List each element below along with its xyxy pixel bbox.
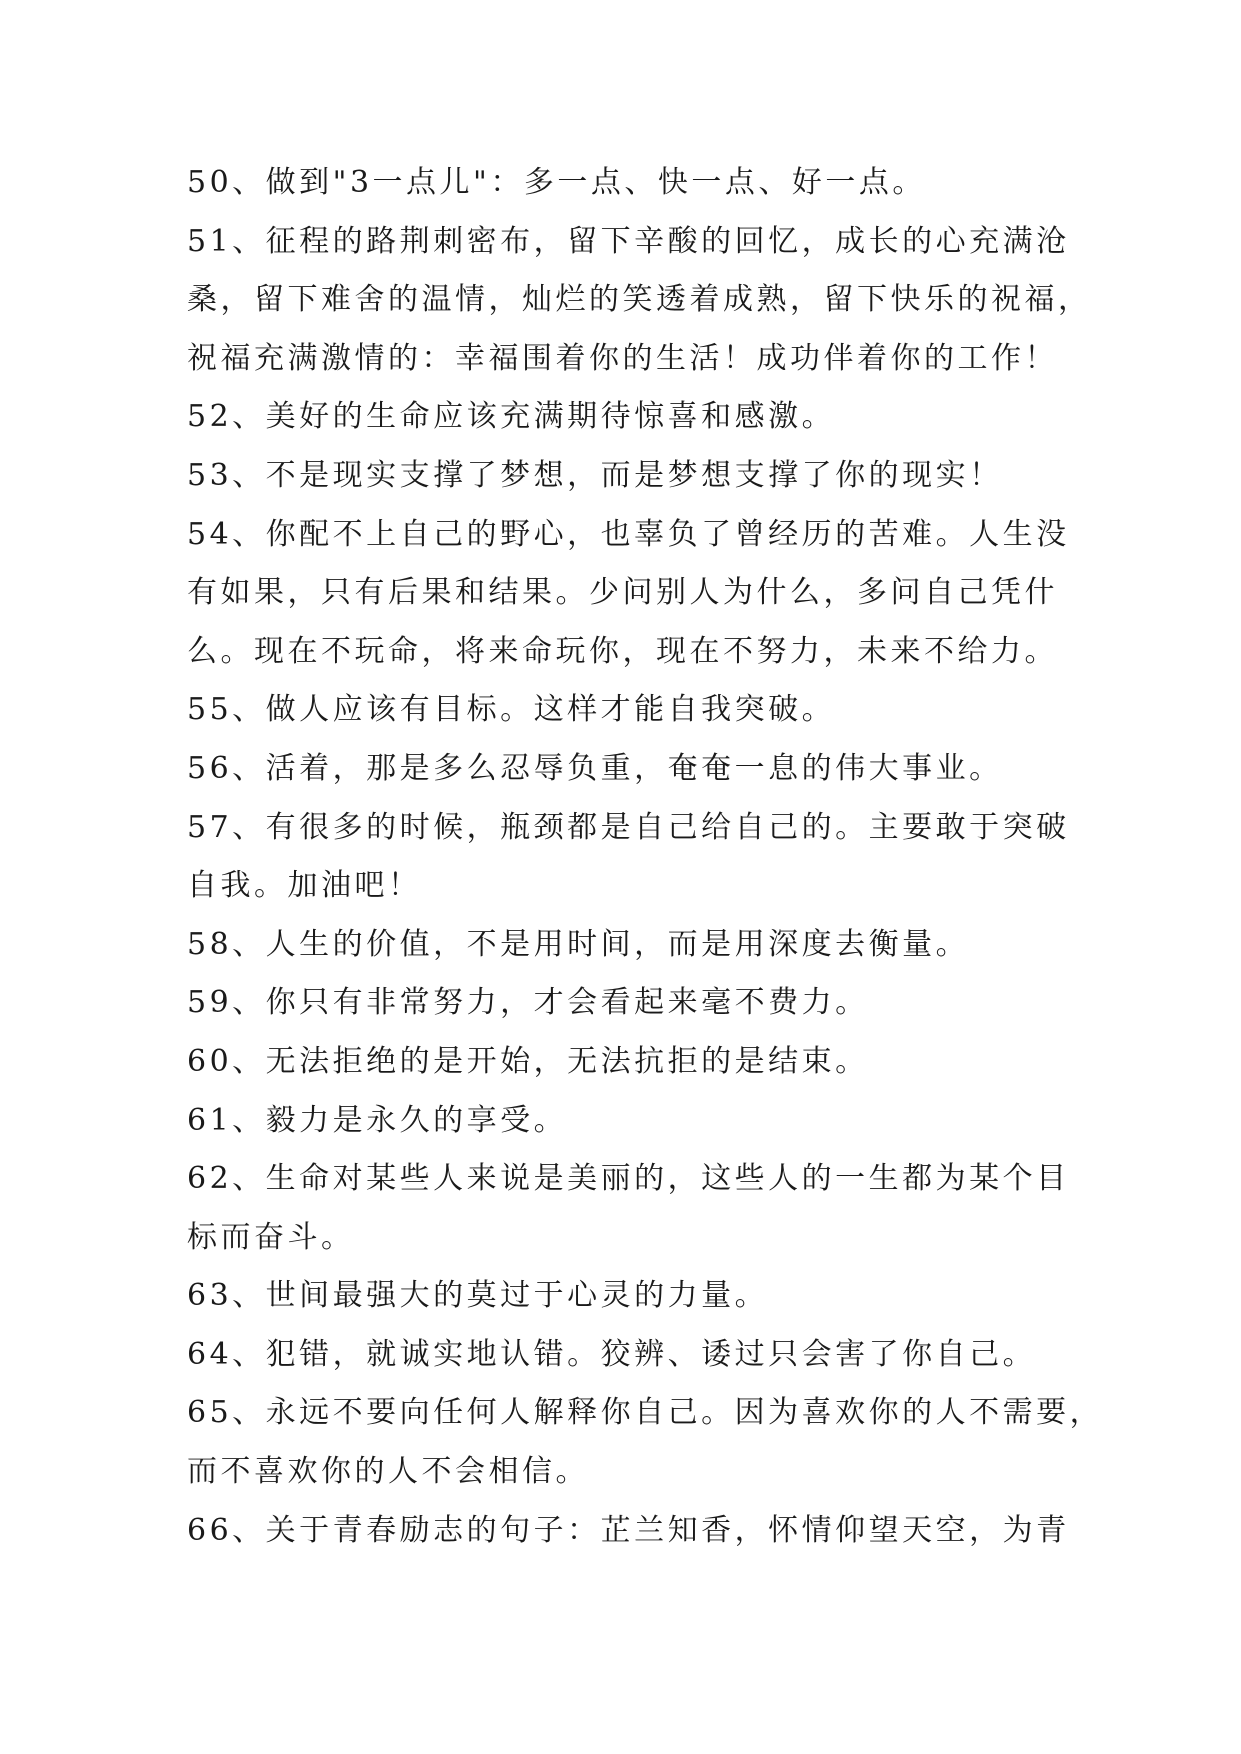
text-line: 59、你只有非常努力，才会看起来毫不费力。 — [187, 985, 869, 1021]
text-line: 66、关于青春励志的句子：芷兰知香，怀情仰望天空，为青 — [187, 1512, 1070, 1548]
text-line: 55、做人应该有目标。这样才能自我突破。 — [187, 692, 836, 728]
text-line: 自我。加油吧！ — [187, 868, 422, 904]
document-body — [187, 154, 1104, 1560]
text-line: 有如果，只有后果和结果。少问别人为什么，多问自己凭什 — [187, 575, 1058, 611]
text-line: 62、生命对某些人来说是美丽的，这些人的一生都为某个目 — [187, 1161, 1070, 1197]
text-line: 61、毅力是永久的享受。 — [187, 1102, 568, 1138]
text-line: 64、犯错，就诚实地认错。狡辨、诿过只会害了你自己。 — [187, 1336, 1037, 1372]
text-line: 60、无法拒绝的是开始，无法抗拒的是结束。 — [187, 1043, 869, 1079]
text-line: 53、不是现实支撑了梦想，而是梦想支撑了你的现实！ — [187, 457, 1003, 493]
text-line: 51、征程的路荆刺密布，留下辛酸的回忆，成长的心充满沧 — [187, 223, 1070, 259]
text-line: 50、做到"3一点儿"：多一点、快一点、好一点。 — [187, 165, 926, 200]
text-line: 57、有很多的时候，瓶颈都是自己给自己的。主要敢于突破 — [187, 809, 1070, 845]
text-line: 54、你配不上自己的野心，也辜负了曾经历的苦难。人生没 — [187, 516, 1070, 552]
text-line: 58、人生的价值，不是用时间，而是用深度去衡量。 — [187, 926, 970, 962]
text-line: 祝福充满激情的：幸福围着你的生活！成功伴着你的工作！ — [187, 340, 1058, 376]
text-line: 65、永远不要向任何人解释你自己。因为喜欢你的人不需要， — [187, 1395, 1104, 1431]
text-line: 而不喜欢你的人不会相信。 — [187, 1454, 589, 1490]
text-line: 52、美好的生命应该充满期待惊喜和感激。 — [187, 399, 836, 435]
text-line: 标而奋斗。 — [187, 1219, 355, 1255]
text-line: 桑，留下难舍的温情，灿烂的笑透着成熟，留下快乐的祝福， — [187, 282, 1092, 318]
text-line: 63、世间最强大的莫过于心灵的力量。 — [187, 1278, 769, 1314]
text-line: 56、活着，那是多么忍辱负重，奄奄一息的伟大事业。 — [187, 750, 1003, 786]
text-line: 么。现在不玩命，将来命玩你，现在不努力，未来不给力。 — [187, 633, 1058, 669]
